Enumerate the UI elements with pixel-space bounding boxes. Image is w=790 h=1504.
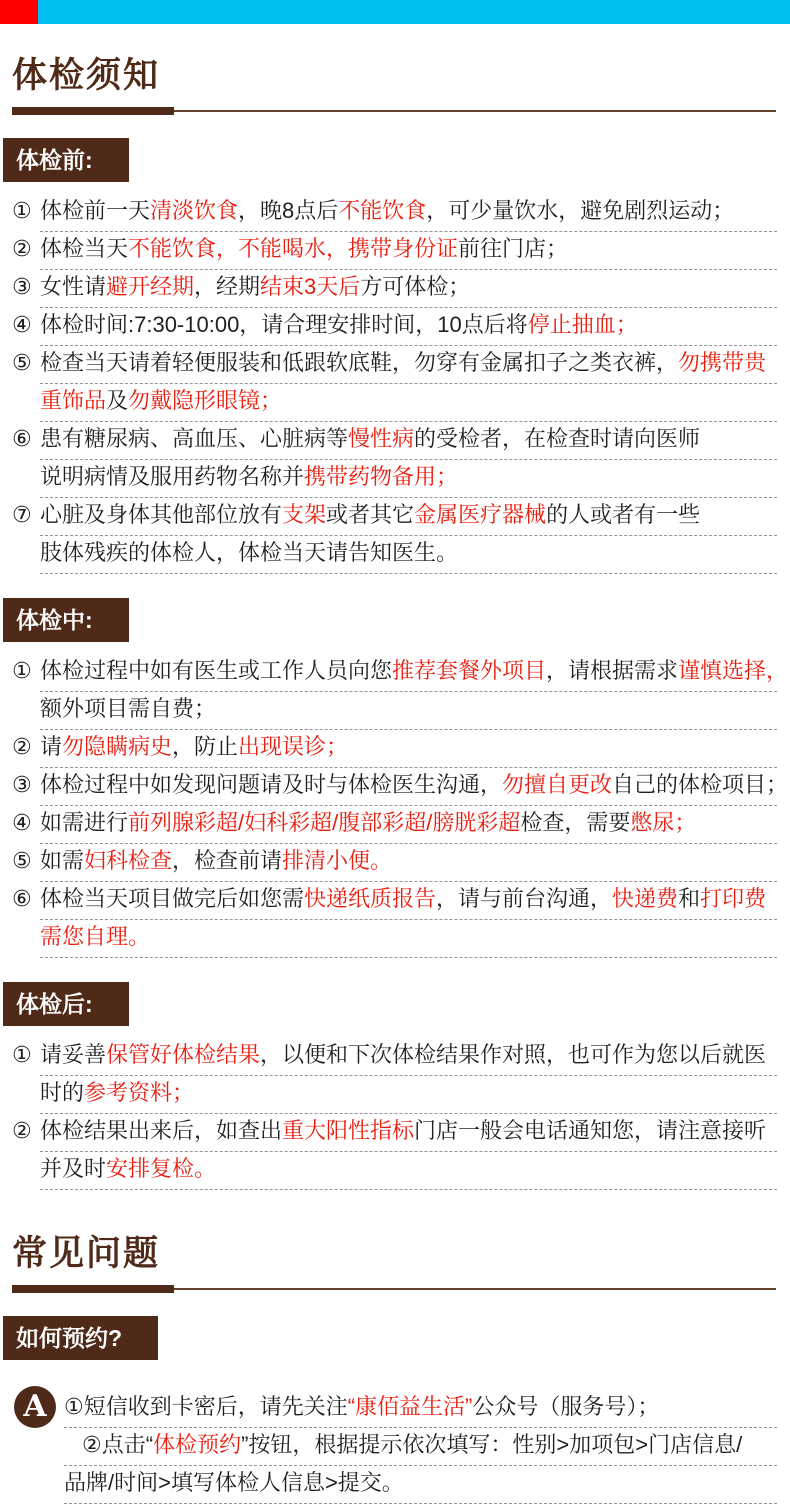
text-segment: ，以便和下次体检结果作对照，也可作为您以后就医 [260, 1042, 767, 1067]
text-segment-red: 勿携带贵 [678, 350, 767, 375]
text-segment: ，经期 [194, 274, 261, 299]
title-underline [12, 107, 776, 115]
text-segment: 自己的体检项目； [612, 772, 789, 797]
text-segment-red: 需您自理。 [40, 924, 151, 949]
top-left-red-block [0, 0, 38, 24]
notice-line [40, 1039, 777, 1076]
faq-title-underline [12, 1285, 776, 1293]
text-segment: ，可少量饮水，避免剧烈运动； [426, 198, 735, 223]
notice-line [40, 769, 789, 806]
notice-item [12, 499, 777, 574]
text-segment-red: 妇科检查 [84, 848, 173, 873]
text-segment: 体检过程中如有医生或工作人员向您 [40, 658, 393, 683]
text-segment-red: 谨慎选择， [678, 658, 789, 683]
text-segment-red: “康佰益生活” [347, 1394, 473, 1419]
notice-item [12, 769, 789, 806]
text-segment: 门店一般会电话通知您，请注意接听 [414, 1118, 767, 1143]
text-segment-red: 重大阳性指标 [282, 1118, 415, 1143]
answer-a-icon: A [14, 1386, 56, 1428]
notice-line [40, 1077, 777, 1114]
item-number: ① [12, 658, 32, 683]
notice-item [12, 883, 777, 958]
text-segment: 和 [678, 886, 701, 911]
notice-line [40, 1153, 777, 1190]
notice-line [40, 423, 777, 460]
item-number: ② [12, 1118, 32, 1143]
text-segment: 的人或者有一些 [546, 502, 701, 527]
text-segment: 心脏及身体其他部位放有 [40, 502, 283, 527]
text-segment: ①短信收到卡密后，请先关注 [64, 1394, 348, 1419]
text-segment: 请妥善 [40, 1042, 107, 1067]
section-items-0 [12, 195, 777, 574]
text-segment: ，请根据需求 [546, 658, 679, 683]
item-number: ④ [12, 810, 32, 835]
text-segment: 体检前一天 [40, 198, 151, 223]
text-segment: ，请与前台沟通， [436, 886, 613, 911]
page-title-faq: 常见问题 [12, 1234, 161, 1273]
faq-question-header: 如何预约? [3, 1316, 158, 1360]
text-segment-red: 勿戴隐形眼镜； [128, 388, 283, 413]
text-segment: 体检当天项目做完后如您需 [40, 886, 305, 911]
faq-answer-line [64, 1391, 777, 1428]
title-underline-thick [12, 107, 174, 115]
notice-item [12, 1115, 777, 1190]
item-number: ③ [12, 772, 32, 797]
item-number: ② [12, 734, 32, 759]
notice-item [12, 1039, 777, 1114]
text-segment: ，防止 [172, 734, 239, 759]
text-segment-red: 清淡饮食 [150, 198, 239, 223]
top-banner [0, 0, 790, 24]
faq-title-underline-thick [12, 1285, 174, 1293]
section-header-0: 体检前: [3, 138, 129, 182]
item-number: ② [12, 236, 32, 261]
text-segment: 请 [40, 734, 63, 759]
text-segment-red: 携带药物备用； [304, 464, 459, 489]
text-segment: 说明病情及服用药物名称并 [40, 464, 305, 489]
text-segment: 公众号（服务号）； [472, 1394, 660, 1419]
faq-answer-line [64, 1429, 777, 1466]
notice-item [12, 731, 777, 768]
text-segment: 体检当天 [40, 236, 129, 261]
text-segment-red: 停止抽血； [527, 312, 638, 337]
text-segment-red: 勿隐瞒病史 [62, 734, 173, 759]
notice-item [12, 271, 777, 308]
page-title-notice: 体检须知 [12, 56, 161, 95]
text-segment: 或者其它 [326, 502, 415, 527]
text-segment: 时的 [40, 1080, 85, 1105]
notice-item [12, 807, 777, 844]
text-segment: 体检时间:7:30-10:00，请合理安排时间，10点后将 [40, 312, 528, 337]
text-segment-red: 保管好体检结果 [106, 1042, 261, 1067]
text-segment-red: 排清小便。 [282, 848, 393, 873]
text-segment: 患有糖尿病、高血压、心脏病等 [40, 426, 349, 451]
text-segment: 体检结果出来后，如查出 [40, 1118, 283, 1143]
item-number: ⑥ [12, 886, 32, 911]
item-number: ③ [12, 274, 32, 299]
text-segment: 检查当天请着轻便服装和低跟软底鞋，勿穿有金属扣子之类衣裤， [40, 350, 679, 375]
notice-line [40, 499, 777, 536]
text-segment-red: 体检预约 [153, 1432, 242, 1457]
text-segment: 额外项目需自费； [40, 696, 217, 721]
notice-line [40, 537, 777, 574]
text-segment-red: 不能饮食 [338, 198, 427, 223]
faq-answer-lines [64, 1391, 777, 1504]
text-segment: 品牌/时间>填写体检人信息>提交。 [64, 1470, 404, 1495]
text-segment-red: 结束3天后 [260, 274, 361, 299]
text-segment: ”按钮，根据提示依次填写：性别>加项包>门店信息/ [241, 1432, 743, 1457]
item-number: ⑤ [12, 350, 32, 375]
notice-line [40, 1115, 777, 1152]
text-segment-red: 勿擅自更改 [502, 772, 613, 797]
text-segment: 的受检者，在检查时请向医师 [414, 426, 701, 451]
text-segment: 如需 [40, 848, 85, 873]
notice-line [40, 845, 777, 882]
text-segment: 检查，需要 [520, 810, 631, 835]
text-segment-red: 不能饮食，不能喝水，携带身份证 [128, 236, 459, 261]
item-number: ① [12, 198, 32, 223]
notice-item [12, 423, 777, 498]
item-number: ⑤ [12, 848, 32, 873]
item-number: ⑦ [12, 502, 32, 527]
text-segment-red: 快递费 [612, 886, 679, 911]
text-segment-red: 安排复检。 [106, 1156, 217, 1181]
text-segment-red: 打印费 [700, 886, 767, 911]
text-segment-red: 快递纸质报告 [304, 886, 437, 911]
faq-answer [23, 1389, 777, 1504]
notice-line [40, 309, 777, 346]
notice-line [40, 385, 777, 422]
text-segment: 女性请 [40, 274, 107, 299]
text-segment-red: 参考资料； [84, 1080, 195, 1105]
text-segment-red: 慢性病 [348, 426, 415, 451]
text-segment-red: 憋尿； [630, 810, 697, 835]
section-items-2 [12, 1039, 777, 1190]
text-segment-red: 推荐套餐外项目 [392, 658, 547, 683]
section-items-1 [12, 655, 789, 958]
notice-item [12, 845, 777, 882]
notice-line [40, 921, 777, 958]
notice-line [40, 883, 777, 920]
notice-item [12, 347, 777, 422]
notice-item [12, 233, 777, 270]
text-segment: 方可体检； [360, 274, 471, 299]
notice-line [40, 271, 777, 308]
text-segment: 体检过程中如发现问题请及时与体检医生沟通， [40, 772, 503, 797]
text-segment-red: 避开经期 [106, 274, 195, 299]
faq-answer-line [64, 1467, 777, 1504]
item-number: ⑥ [12, 426, 32, 451]
notice-item [12, 309, 777, 346]
notice-line [40, 731, 777, 768]
notice-line [40, 195, 777, 232]
text-segment: 前往门店； [458, 236, 569, 261]
notice-line [40, 655, 789, 692]
item-number: ① [12, 1042, 32, 1067]
text-segment-red: 支架 [282, 502, 327, 527]
text-segment: 并及时 [40, 1156, 107, 1181]
text-segment: ②点击“ [82, 1432, 154, 1457]
notice-line [40, 807, 777, 844]
text-segment-red: 重饰品 [40, 388, 107, 413]
item-number: ④ [12, 312, 32, 337]
text-segment: ，晚8点后 [238, 198, 339, 223]
notice-line [40, 347, 777, 384]
notice-line [40, 693, 777, 730]
text-segment: ，检查前请 [172, 848, 283, 873]
section-header-2: 体检后: [3, 982, 129, 1026]
text-segment: 肢体残疾的体检人，体检当天请告知医生。 [40, 540, 459, 565]
text-segment-red: 金属医疗器械 [414, 502, 547, 527]
text-segment-red: 前列腺彩超/妇科彩超/腹部彩超/膀胱彩超 [128, 810, 521, 835]
text-segment: 及 [106, 388, 129, 413]
notice-item [12, 195, 777, 232]
section-header-1: 体检中: [3, 598, 129, 642]
notice-item [12, 655, 789, 730]
text-segment-red: 出现误诊； [238, 734, 349, 759]
notice-sections [0, 115, 790, 1190]
text-segment: 如需进行 [40, 810, 129, 835]
notice-line [40, 461, 777, 498]
notice-line [40, 233, 777, 270]
